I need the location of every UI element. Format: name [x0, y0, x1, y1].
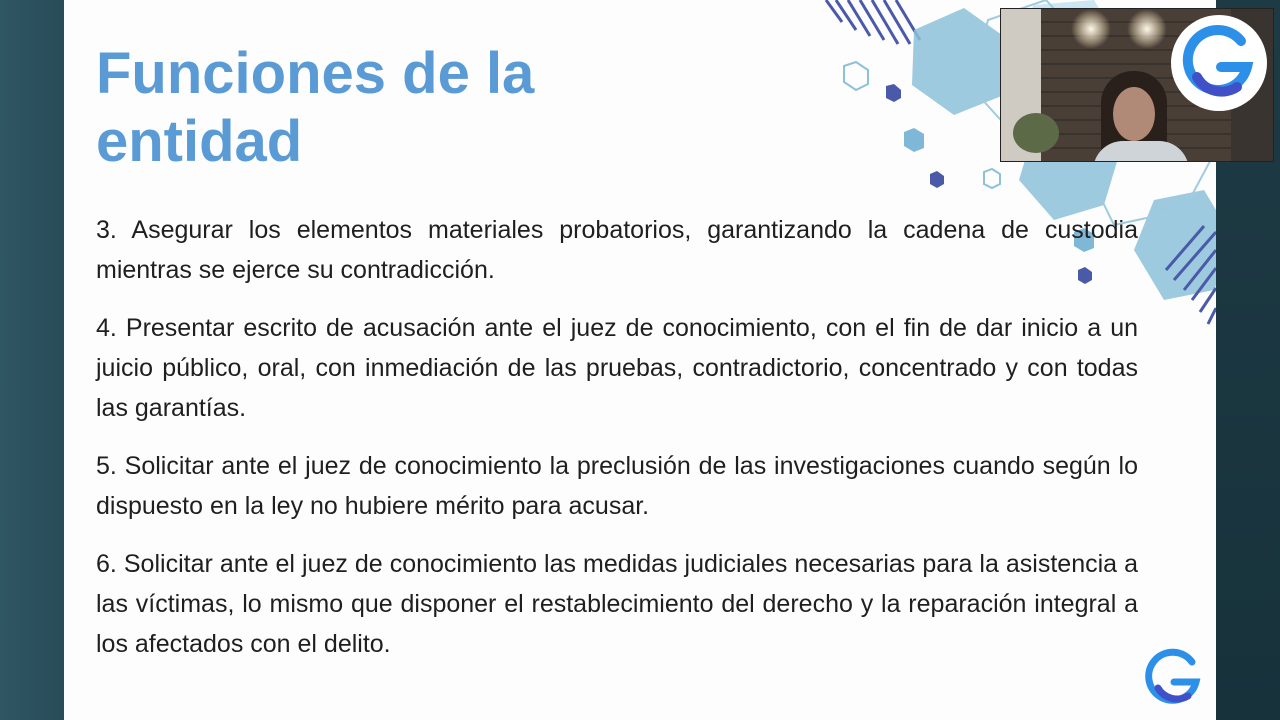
webcam-overlay: [1000, 8, 1274, 162]
paragraph-item-6: 6. Solicitar ante el juez de conocimiento las medidas judiciales necesarias para la asistencia a las víctimas, lo mismo que disponer el restablecimiento del derecho y la reparación integral a los afectados con el delito.: [96, 550, 1138, 658]
ceiling-light-icon: [1127, 9, 1167, 49]
g-logo-icon: [1171, 15, 1267, 111]
hexagon-small-navy-a: [886, 84, 901, 102]
presenter-face: [1113, 87, 1155, 141]
ceiling-light-icon: [1071, 9, 1111, 49]
webcam-logo-badge: [1171, 15, 1267, 111]
hexagon-small-navy-b: [930, 171, 944, 188]
hexagon-small-outline-b: [984, 169, 1000, 188]
stripes-top-icon: [826, 0, 920, 44]
paragraph-item-3: 3. Asegurar los elementos materiales probatorios, garantizando la cadena de custodia mientras se ejerce su contradicción.: [96, 216, 1138, 284]
slide-title: Funciones de la entidad: [96, 41, 535, 174]
paragraph-item-4: 4. Presentar escrito de acusación ante el juez de conocimiento, con el fin de dar inicio a un juicio público, oral, con inmediación de las pruebas, contradictorio, concentrado y con todas las garantías.: [96, 314, 1138, 422]
hexagon-small-outline-a: [844, 62, 868, 90]
hexagon-large-1: [912, 8, 1009, 115]
paragraph-item-5: 5. Solicitar ante el juez de conocimiento la preclusión de las investigaciones cuando según lo dispuesto en la ley no hubiere mérito para acusar.: [96, 452, 1138, 520]
slide-body: [96, 210, 1138, 682]
g-logo-icon: [1144, 648, 1204, 708]
hexagon-small-teal: [904, 128, 924, 152]
plant-icon: [1013, 113, 1059, 153]
